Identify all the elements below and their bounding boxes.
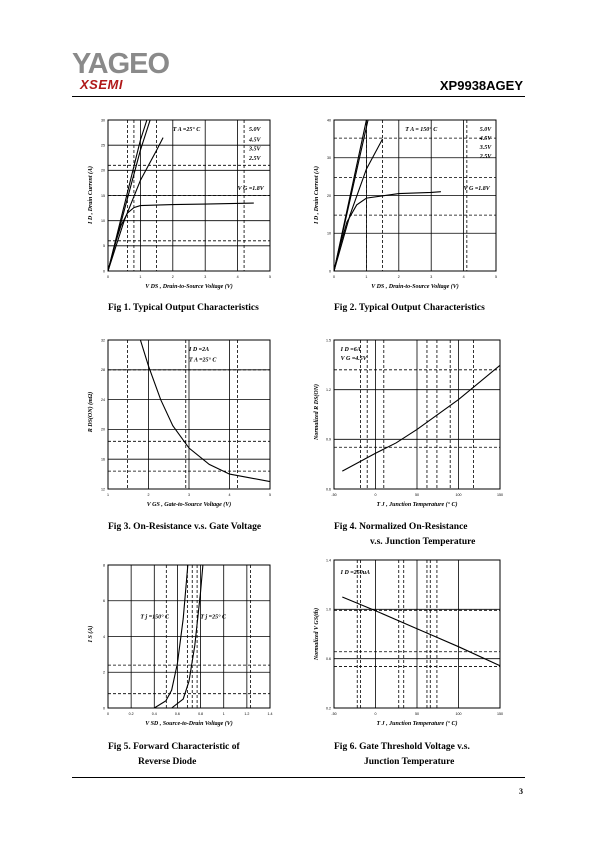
- x-tick-label: 0: [107, 712, 109, 716]
- y-tick-label: 40: [327, 118, 331, 123]
- x-tick-label: 0: [107, 275, 109, 279]
- chart-annotation: 5.0V: [479, 127, 492, 134]
- x-tick-label: 4: [228, 493, 231, 497]
- y-tick-label: 0: [103, 706, 105, 711]
- chart-annotation: T A =25° C: [189, 357, 217, 364]
- company-logo: YAGEO: [72, 48, 170, 80]
- x-tick-label: 0: [374, 712, 377, 716]
- y-tick-label: 1.5: [326, 338, 331, 343]
- part-number: XP9938AGEY: [439, 78, 523, 93]
- x-tick-label: 2: [397, 275, 400, 279]
- x-tick-label: 3: [204, 275, 207, 279]
- x-tick-label: 3: [188, 493, 190, 497]
- y-tick-label: 1.4: [326, 558, 331, 563]
- y-tick-label: 6: [103, 599, 105, 604]
- chart-annotation: V G =1.8V: [237, 185, 264, 192]
- x-axis-label: V DS , Drain-to-Source Voltage (V): [371, 284, 459, 290]
- y-tick-label: 30: [101, 118, 105, 123]
- x-tick-label: 150: [497, 493, 503, 497]
- figure-caption-line: Junction Temperature: [364, 757, 455, 767]
- chart-annotation: 4.5V: [479, 136, 492, 143]
- x-tick-label: -50: [331, 712, 337, 716]
- y-axis-label: I S (A): [88, 625, 94, 643]
- y-tick-label: 0.9: [326, 437, 331, 442]
- y-tick-label: 20: [327, 193, 331, 198]
- y-tick-label: 0.6: [326, 487, 331, 492]
- x-tick-label: 100: [455, 493, 462, 497]
- x-tick-label: 1: [107, 493, 109, 497]
- x-tick-label: 5: [269, 493, 271, 497]
- y-tick-label: 4: [103, 634, 105, 639]
- y-tick-label: 25: [101, 143, 105, 148]
- x-tick-label: 4: [462, 275, 465, 279]
- y-tick-label: 10: [101, 218, 105, 223]
- x-axis-label: V DS , Drain-to-Source Voltage (V): [145, 284, 233, 290]
- figure-caption-line: Fig 4. Normalized On-Resistance: [334, 522, 468, 532]
- x-axis-label: V SD , Source-to-Drain Voltage (V): [145, 721, 233, 727]
- y-axis-label: Normalized V GS(th): [314, 607, 320, 661]
- figure-caption-line: Fig 1. Typical Output Characteristics: [108, 303, 259, 313]
- x-tick-label: 50: [415, 493, 419, 497]
- series-curve: [342, 597, 500, 666]
- chart-annotation: 3.5V: [479, 145, 492, 152]
- x-tick-label: 5: [495, 275, 497, 279]
- chart-annotation: V G =1.8V: [463, 185, 490, 192]
- x-tick-label: 100: [455, 712, 462, 716]
- x-tick-label: 0.2: [128, 712, 134, 716]
- y-tick-label: 0: [103, 269, 105, 274]
- chart-annotation: I D =6A: [340, 346, 361, 353]
- page-number: 3: [519, 787, 523, 796]
- x-tick-label: 1.2: [244, 712, 250, 716]
- x-tick-label: 150: [497, 712, 503, 716]
- figure-caption-line: Fig 3. On-Resistance v.s. Gate Voltage: [108, 522, 262, 532]
- figure-caption: [334, 740, 470, 770]
- x-tick-label: 0.4: [151, 712, 157, 716]
- chart-annotation: I D =2A: [189, 346, 210, 353]
- x-tick-label: 1.4: [267, 712, 273, 716]
- x-tick-label: 1: [222, 712, 225, 716]
- y-tick-label: 20: [101, 427, 105, 432]
- x-tick-label: 1: [365, 275, 368, 279]
- chart-annotation: T j =25° C: [200, 614, 226, 621]
- y-tick-label: 24: [101, 397, 105, 402]
- y-tick-label: 0.6: [326, 656, 331, 661]
- x-tick-label: 50: [415, 712, 419, 716]
- chart-annotation: T A = 150° C: [405, 127, 438, 134]
- y-tick-label: 12: [101, 487, 105, 492]
- figure-caption-line: Fig 6. Gate Threshold Voltage v.s.: [334, 742, 470, 752]
- x-tick-label: 0: [333, 275, 335, 279]
- figure-caption-line: v.s. Junction Temperature: [370, 537, 476, 547]
- chart-annotation: T A =25° C: [172, 127, 201, 134]
- y-tick-label: 15: [101, 193, 105, 198]
- x-axis-label: V GS , Gate-to-Source Voltage (V): [146, 502, 232, 508]
- figure-caption-line: Fig 5. Forward Characteristic of: [108, 742, 240, 752]
- y-tick-label: 28: [101, 368, 105, 373]
- chart-annotation: 5.0V: [248, 127, 261, 134]
- y-tick-label: 0: [329, 269, 331, 274]
- company-logo-sub: XSEMI: [80, 77, 123, 92]
- chart-annotation: V G =4.5V: [340, 355, 367, 362]
- x-tick-label: 3: [430, 275, 433, 279]
- chart-annotation: 2.5V: [248, 155, 261, 162]
- x-tick-label: 2: [171, 275, 174, 279]
- footer-rule: [72, 777, 525, 778]
- y-axis-label: I D , Drain Current (A): [314, 165, 320, 225]
- x-tick-label: 1: [139, 275, 142, 279]
- chart-annotation: 3.5V: [248, 146, 261, 153]
- y-tick-label: 30: [327, 156, 331, 161]
- x-axis-label: T J , Junction Temperature (° C): [376, 721, 458, 727]
- chart-annotation: 2.5V: [479, 154, 492, 161]
- y-tick-label: 1.0: [326, 607, 331, 612]
- y-tick-label: 8: [103, 563, 105, 568]
- y-tick-label: 16: [101, 457, 105, 462]
- y-tick-label: 32: [101, 338, 105, 343]
- y-tick-label: 20: [101, 168, 105, 173]
- x-tick-label: 2: [147, 493, 150, 497]
- x-tick-label: 0: [374, 493, 377, 497]
- x-tick-label: 4: [236, 275, 239, 279]
- y-tick-label: 0.2: [326, 706, 331, 711]
- x-tick-label: 5: [269, 275, 271, 279]
- x-tick-label: -50: [331, 493, 337, 497]
- chart-annotation: 4.5V: [248, 137, 261, 144]
- y-axis-label: Normalized R DS(ON): [314, 383, 320, 441]
- figure-caption-line: Fig 2. Typical Output Characteristics: [334, 303, 485, 313]
- y-axis-label: R DS(ON) (mΩ): [88, 391, 94, 433]
- y-tick-label: 5: [103, 244, 105, 249]
- x-axis-label: T J , Junction Temperature (° C): [376, 502, 458, 508]
- x-tick-label: 0.8: [198, 712, 204, 716]
- chart-annotation: T j =150° C: [140, 614, 170, 621]
- x-tick-label: 0.6: [174, 712, 180, 716]
- y-tick-label: 1.2: [326, 387, 331, 392]
- y-tick-label: 2: [103, 670, 105, 675]
- y-tick-label: 10: [327, 231, 331, 236]
- y-axis-label: I D , Drain Current (A): [88, 165, 94, 225]
- chart-annotation: I D =250uA: [340, 569, 371, 576]
- figure-caption-line: Reverse Diode: [138, 757, 197, 767]
